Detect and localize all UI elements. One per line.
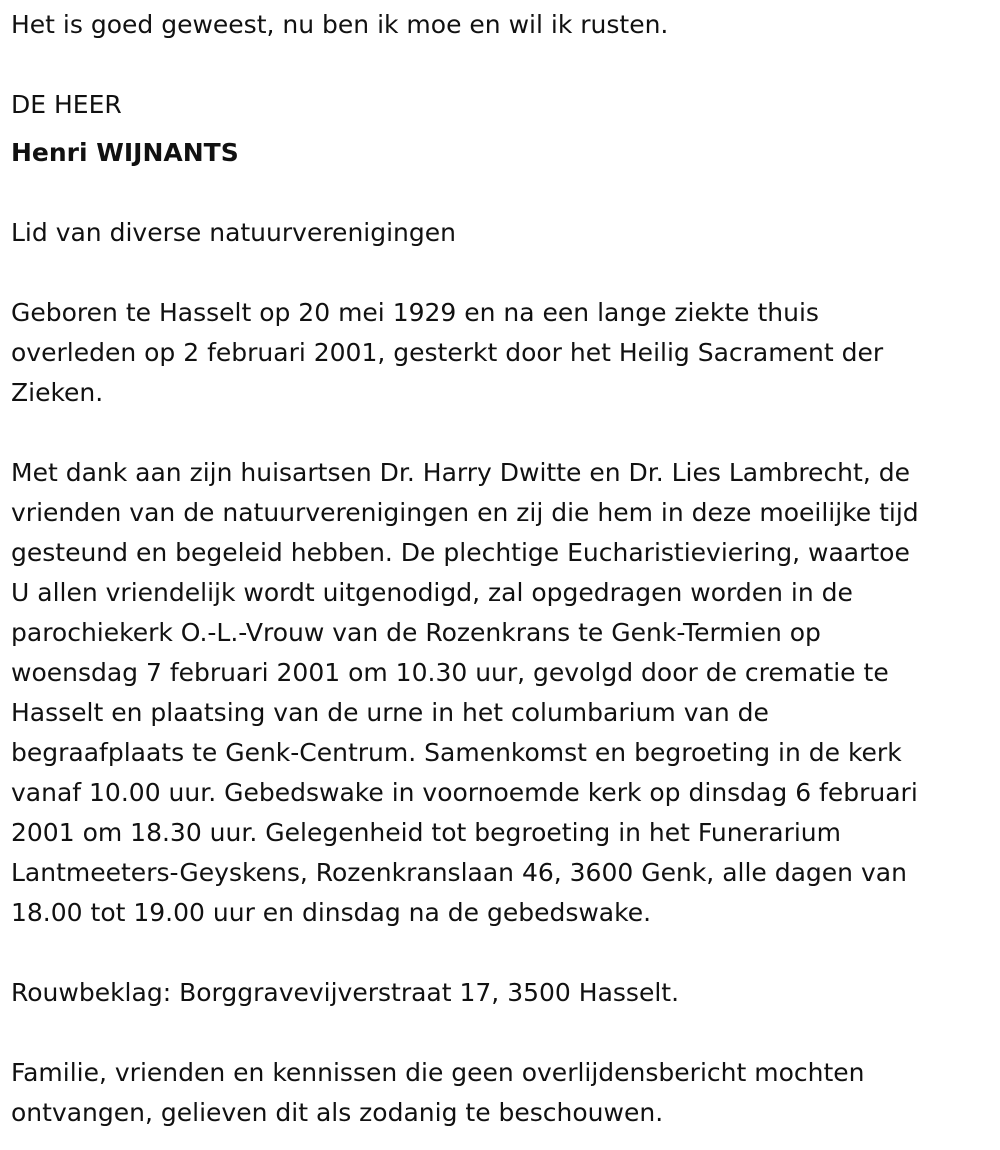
ceremony-line: Met dank aan zijn huisartsen Dr. Harry Dwitte en Dr. Lies Lambrecht, de <box>11 458 910 487</box>
ceremony-line: parochiekerk O.-L.-Vrouw van de Rozenkrans te Genk-Termien op <box>11 618 821 647</box>
motto: Het is goed geweest, nu ben ik moe en wil ik rusten. <box>11 10 669 39</box>
ceremony-line: begraafplaats te Genk-Centrum. Samenkomst en begroeting in de kerk <box>11 738 902 767</box>
ceremony-line: U allen vriendelijk wordt uitgenodigd, zal opgedragen worden in de <box>11 578 853 607</box>
membership-line: Lid van diverse natuurverenigingen <box>11 218 456 247</box>
ceremony-line: Lantmeeters-Geyskens, Rozenkranslaan 46, 3600 Genk, alle dagen van <box>11 858 907 887</box>
title-prefix: DE HEER <box>11 90 122 119</box>
condolence-address: Rouwbeklag: Borggravevijverstraat 17, 3500 Hasselt. <box>11 978 680 1007</box>
ceremony-line: gesteund en begeleid hebben. De plechtige Eucharistieviering, waartoe <box>11 538 910 567</box>
ceremony-line: vanaf 10.00 uur. Gebedswake in voornoemde kerk op dinsdag 6 februari <box>11 778 918 807</box>
ceremony-line: Hasselt en plaatsing van de urne in het columbarium van de <box>11 698 769 727</box>
birth-death-line: overleden op 2 februari 2001, gesterkt door het Heilig Sacrament der <box>11 338 884 367</box>
ceremony-line: 2001 om 18.30 uur. Gelegenheid tot begroeting in het Funerarium <box>11 818 842 847</box>
birth-death-line: Zieken. <box>11 378 104 407</box>
deceased-name: Henri WIJNANTS <box>11 138 239 167</box>
ceremony-line: vrienden van de natuurverenigingen en zij die hem in deze moeilijke tijd <box>11 498 919 527</box>
birth-death-line: Geboren te Hasselt op 20 mei 1929 en na een lange ziekte thuis <box>11 298 819 327</box>
ceremony-line: woensdag 7 februari 2001 om 10.30 uur, gevolgd door de crematie te <box>11 658 889 687</box>
closing-line: Familie, vrienden en kennissen die geen overlijdensbericht mochten <box>11 1058 865 1087</box>
ceremony-line: 18.00 tot 19.00 uur en dinsdag na de gebedswake. <box>11 898 652 927</box>
closing-line: ontvangen, gelieven dit als zodanig te beschouwen. <box>11 1098 664 1127</box>
